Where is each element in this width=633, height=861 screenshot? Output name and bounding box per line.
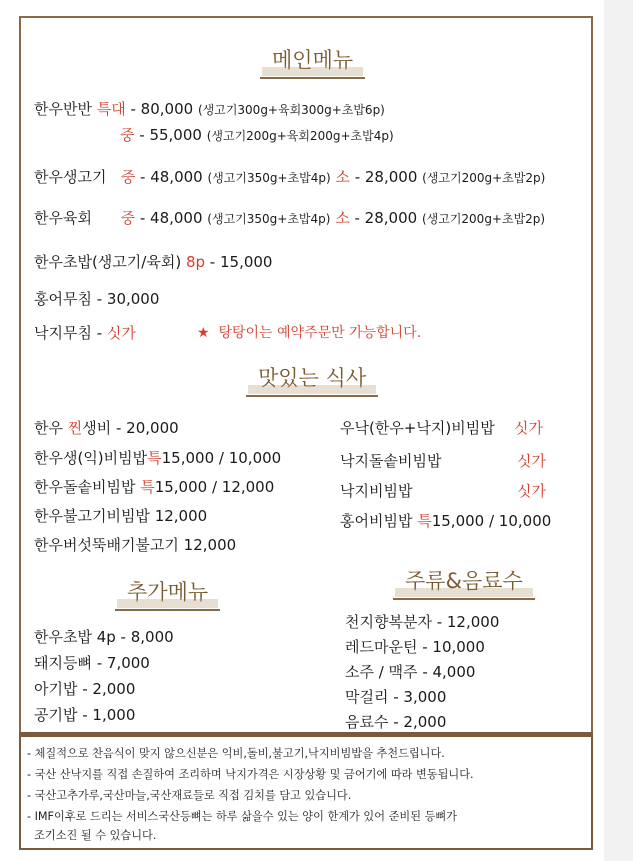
extra-item: 돼지등뼈 - 7,000 [34, 654, 150, 672]
reservation-notice: ★ 탕탕이는 예약주문만 가능합니다. [197, 325, 422, 341]
footnote: - 체질적으로 찬음식이 맞지 않으신분은 익비,돌비,불고기,낙지비빔밥을 추천드립니다. [27, 747, 445, 760]
extra-item: 공기밥 - 1,000 [34, 706, 136, 724]
meal-unak-bibimbap: 우낙(한우+낙지)비빔밥 [340, 419, 495, 437]
drink-item: 천지향복분자 - 12,000 [345, 613, 500, 631]
footnote: 조기소진 될 수 있습니다. [27, 829, 157, 842]
drink-item: 소주 / 맥주 - 4,000 [345, 663, 476, 681]
drink-item: 음료수 - 2,000 [345, 713, 447, 731]
meal-nakji-bibim: 낙지비빔밥 [340, 482, 413, 500]
meal-jjinsaengbi: 한우 찐생비 - 20,000 [34, 419, 179, 437]
meal-nakji-dolsot-price: 싯가 [517, 452, 546, 470]
meal-bulgogi-bibimbap: 한우불고기비빔밥 12,000 [34, 507, 208, 525]
footnote: - 국산고추가루,국산마늘,국산재료들로 직접 김치를 담고 있습니다. [27, 789, 352, 802]
extra-heading: 추가메뉴 [127, 576, 208, 606]
page-edge [604, 0, 633, 861]
drinks-heading: 주류&음료수 [405, 565, 523, 595]
meal-nakji-bibim-price: 싯가 [517, 482, 546, 500]
main-menu-heading: 메인메뉴 [272, 44, 353, 74]
extra-item: 아기밥 - 2,000 [34, 680, 136, 698]
star-icon: ★ [197, 325, 210, 341]
menu-line-chobap: 한우초밥(생고기/육회) 8p - 15,000 [34, 253, 273, 271]
meal-dolsot-bibimbap: 한우돌솥비빔밥 특15,000 / 12,000 [34, 478, 275, 496]
meal-nakji-dolsot: 낙지돌솥비빔밥 [340, 452, 442, 470]
menu-line-nakji: 낙지무침 - 싯가 [34, 324, 136, 342]
footnote: - 국산 산낙지를 직접 손질하여 조리하며 낙지가격은 시장상황 및 금어기에 따라 변동됩니다. [27, 768, 474, 781]
extra-item: 한우초밥 4p - 8,000 [34, 628, 174, 646]
footnote: - IMF이후로 드리는 서비스국산등뼈는 하루 삶을수 있는 양이 한계가 있어 준비된 등뼈가 [27, 810, 457, 823]
meal-beoseot-bulgogi: 한우버섯뚝배기불고기 12,000 [34, 536, 237, 554]
menu-line-saenggogi: 한우생고기 중 - 48,000 (생고기350g+초밥4p) 소 - 28,000 (생고기200g+초밥2p) [34, 168, 546, 186]
meal-hongeo-bibimbap: 홍어비빔밥 특15,000 / 10,000 [340, 512, 552, 530]
meals-heading: 맛있는 식사 [258, 362, 366, 392]
drink-item: 레드마운틴 - 10,000 [345, 638, 485, 656]
menu-line-yukhoe: 한우육회 중 - 48,000 (생고기350g+초밥4p) 소 - 28,000 (생고기200g+초밥2p) [34, 209, 546, 227]
menu-line-banban-jung: 중 - 55,000 (생고기200g+육회200g+초밥4p) [120, 126, 394, 144]
menu-line-banban-tukdae: 한우반반 특대 - 80,000 (생고기300g+육회300g+초밥6p) [34, 100, 385, 118]
drink-item: 막걸리 - 3,000 [345, 688, 447, 706]
menu-line-hongeo: 홍어무침 - 30,000 [34, 290, 160, 308]
meal-unak-price: 싯가 [514, 419, 543, 437]
meal-ik-bibimbap: 한우생(익)비빔밥특15,000 / 10,000 [34, 449, 282, 467]
